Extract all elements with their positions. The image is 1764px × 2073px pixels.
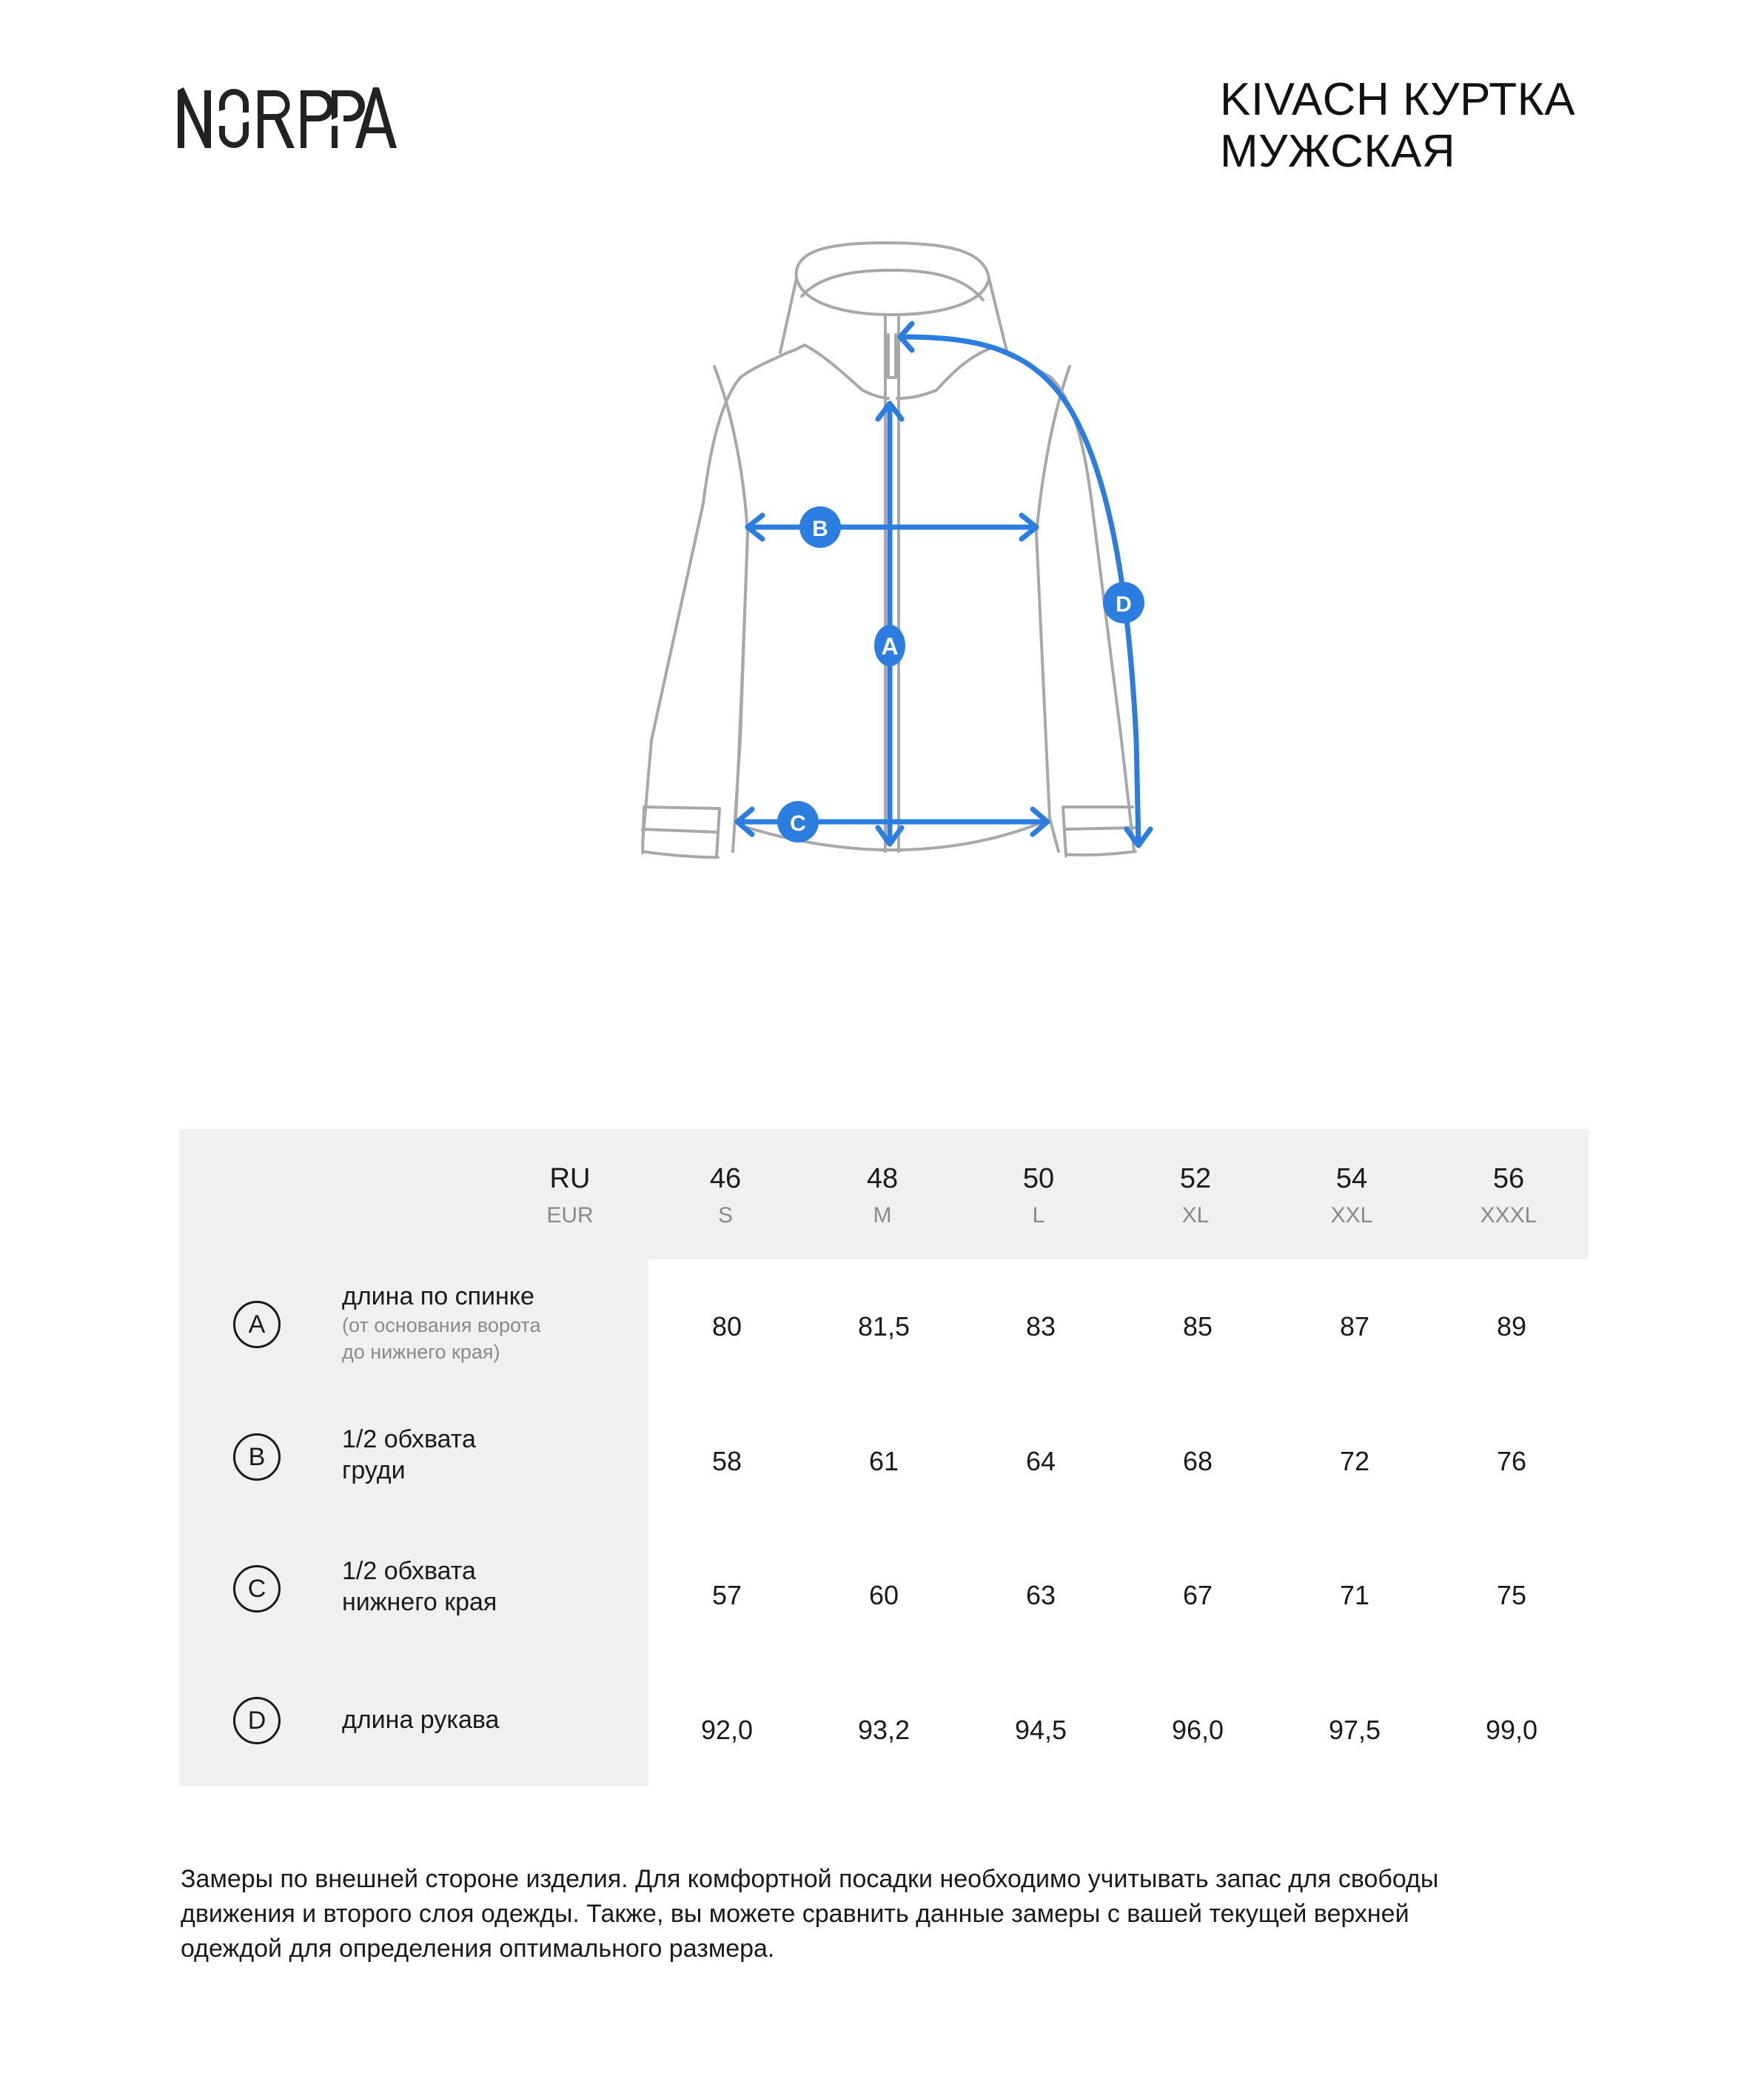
row-badge-a: A xyxy=(233,1301,281,1348)
header-eur-size: XXL xyxy=(1330,1203,1373,1228)
table-cell: 75 xyxy=(1496,1580,1527,1610)
row-label xyxy=(342,1704,499,1735)
header-ru-size: 52 xyxy=(1179,1163,1212,1194)
table-cell: 87 xyxy=(1339,1311,1370,1342)
note-line-3: одеждой для определения оптимального размера. xyxy=(181,1935,775,1963)
table-cell: 64 xyxy=(1025,1446,1056,1476)
header-ru-label: RU xyxy=(549,1163,591,1194)
row-label-sub-line-1: (от основания ворота xyxy=(342,1314,541,1336)
table-cell: 72 xyxy=(1339,1446,1370,1476)
table-cell: 67 xyxy=(1182,1580,1213,1610)
table-cell: 80 xyxy=(711,1311,742,1342)
table-cell: 61 xyxy=(868,1446,899,1476)
table-cell: 93,2 xyxy=(857,1715,910,1745)
row-label xyxy=(342,1281,540,1365)
header-ru-size: 46 xyxy=(709,1163,742,1194)
measurement-note xyxy=(181,1862,1587,1966)
row-label xyxy=(342,1555,497,1618)
svg-text:A: A xyxy=(881,633,899,660)
table-cell: 99,0 xyxy=(1485,1715,1538,1745)
header-size-col xyxy=(972,1162,1105,1229)
row-label-line-2: груди xyxy=(342,1456,406,1484)
header-eur-size: S xyxy=(717,1203,733,1228)
header-size-col xyxy=(1285,1162,1418,1229)
svg-text:D: D xyxy=(1116,592,1132,617)
table-cell: 89 xyxy=(1496,1311,1527,1342)
header-size-col xyxy=(816,1162,949,1229)
row-label-line-1: 1/2 обхвата xyxy=(342,1557,476,1585)
header-size-col xyxy=(1442,1162,1575,1229)
product-title-line-2: МУЖСКАЯ xyxy=(1220,126,1456,177)
header-system-labels xyxy=(503,1162,637,1229)
header-eur-label: EUR xyxy=(546,1203,594,1228)
note-line-1: Замеры по внешней стороне изделия. Для комфортной посадки необходимо учитывать запас для свободы xyxy=(181,1865,1439,1893)
row-label-main: длина по спинке xyxy=(342,1282,534,1310)
header-eur-size: M xyxy=(873,1203,892,1228)
header-ru-size: 48 xyxy=(866,1163,899,1194)
note-line-2: движения и второго слоя одежды. Также, вы можете сравнить данные замеры с вашей текущей верхней xyxy=(181,1900,1409,1928)
header-ru-size: 54 xyxy=(1335,1163,1368,1194)
header-eur-size: L xyxy=(1032,1203,1045,1228)
table-cell: 68 xyxy=(1182,1446,1213,1476)
header-eur-size: XL xyxy=(1181,1203,1210,1228)
table-cell: 60 xyxy=(868,1580,899,1610)
table-cell: 85 xyxy=(1182,1311,1213,1342)
table-cell: 94,5 xyxy=(1014,1715,1067,1745)
table-cell: 76 xyxy=(1496,1446,1527,1476)
table-cell: 57 xyxy=(711,1580,742,1610)
table-cell: 71 xyxy=(1339,1580,1370,1610)
table-cell: 92,0 xyxy=(700,1715,754,1745)
table-cell: 97,5 xyxy=(1328,1715,1381,1745)
table-cell: 96,0 xyxy=(1171,1715,1224,1745)
svg-text:C: C xyxy=(790,811,806,836)
row-badge-d: D xyxy=(233,1697,281,1744)
row-badge-b: B xyxy=(233,1433,281,1481)
row-label-sub-line-2: до нижнего края) xyxy=(342,1341,500,1363)
table-cell: 58 xyxy=(711,1446,742,1476)
row-label xyxy=(342,1424,476,1486)
table-cell: 63 xyxy=(1025,1580,1056,1610)
product-title-line-1: KIVACH КУРТКА xyxy=(1220,74,1576,125)
row-badge-c: C xyxy=(233,1565,281,1612)
header-size-col xyxy=(1129,1162,1262,1229)
header-size-col xyxy=(659,1162,792,1229)
svg-text:B: B xyxy=(812,517,828,541)
header-eur-size: XXXL xyxy=(1480,1203,1537,1228)
header-ru-size: 50 xyxy=(1022,1163,1055,1194)
row-label-main: длина рукава xyxy=(342,1706,500,1734)
table-cell: 81,5 xyxy=(857,1311,910,1342)
header-ru-size: 56 xyxy=(1492,1163,1525,1194)
table-cell: 83 xyxy=(1025,1311,1056,1342)
row-label-line-1: 1/2 обхвата xyxy=(342,1425,476,1453)
row-label-line-2: нижнего края xyxy=(342,1588,497,1616)
